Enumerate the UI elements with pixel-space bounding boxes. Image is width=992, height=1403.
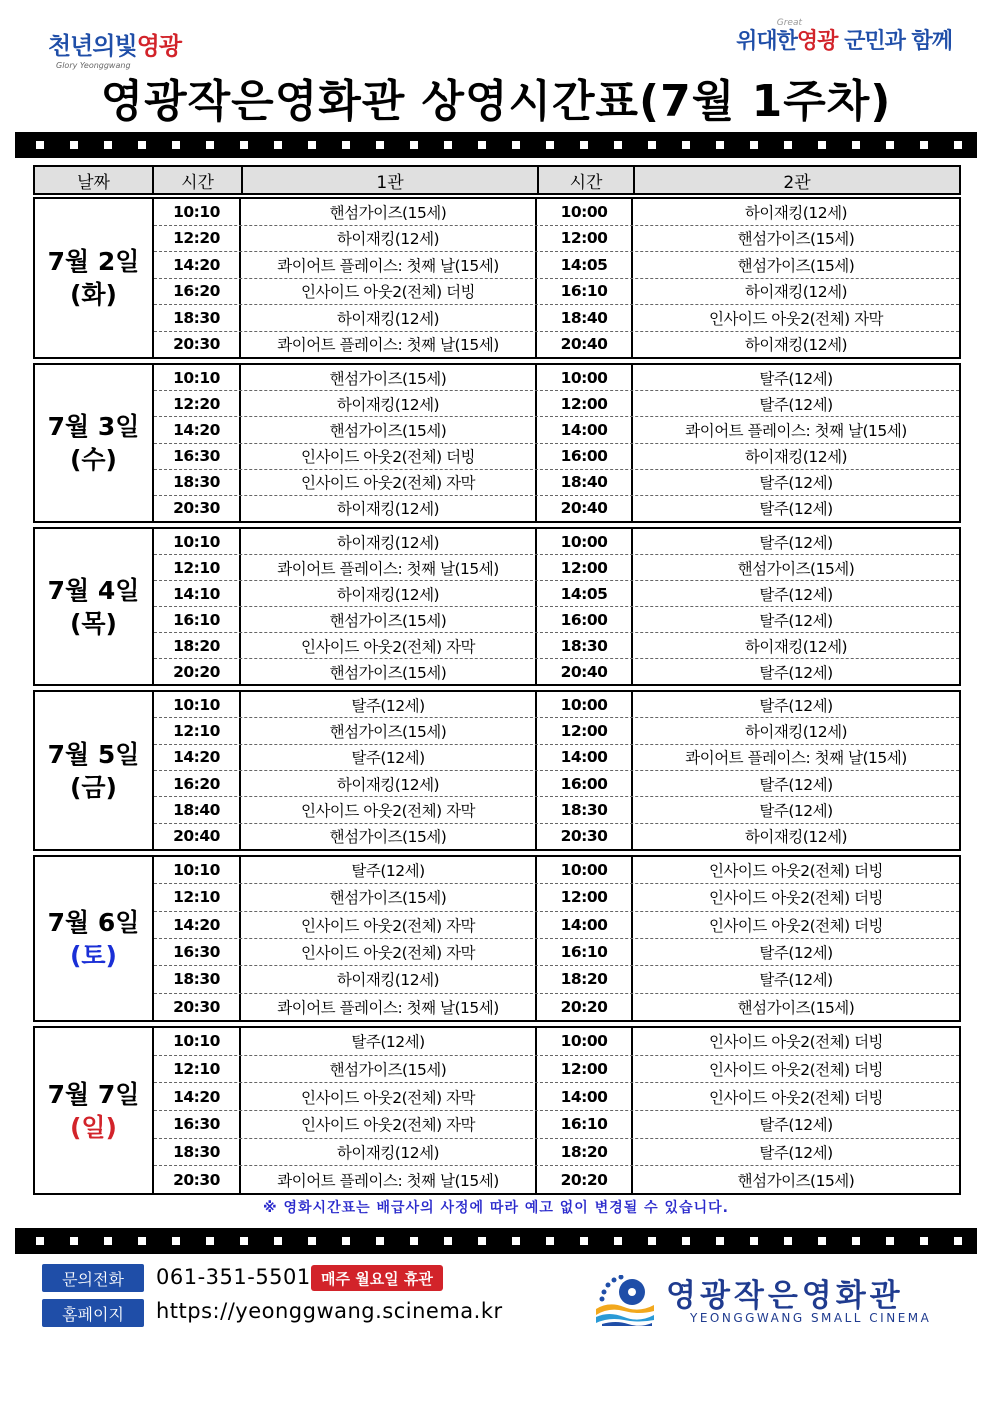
hall2-time: 16:10: [537, 279, 633, 305]
hall2-time: 16:00: [537, 771, 633, 796]
hall2-movie: 핸섬가이즈(15세): [737, 1171, 855, 1190]
hall1-time: 12:10: [154, 1056, 241, 1083]
day-date-cell: [35, 365, 154, 521]
hall1-time: 20:30: [154, 496, 241, 521]
hall1-time: 12:20: [154, 226, 241, 252]
showtime-row: [154, 470, 959, 496]
hall2-movie: 콰이어트 플레이스: 첫째 날(15세): [685, 749, 907, 768]
showtime-row: [154, 633, 959, 659]
hall2-time: 18:40: [537, 305, 633, 331]
day-weekday: (금): [69, 772, 117, 802]
hall1-movie: 핸섬가이즈(15세): [241, 824, 537, 849]
day-date: 7월 5일: [47, 739, 140, 769]
hall2-time: 10:00: [537, 365, 633, 390]
hall2-movie: 하이재킹(12세): [744, 283, 848, 302]
header-hall2: 2관: [783, 172, 811, 193]
hall1-movie: 탈주(12세): [241, 692, 537, 717]
hall2-movie: 탈주(12세): [759, 533, 833, 552]
hall1-time: 20:30: [154, 1166, 241, 1193]
homepage-link[interactable]: https://yeonggwang.scinema.kr: [156, 1299, 503, 1323]
hall1-time: 14:20: [154, 912, 241, 938]
county-slogan-logo-right: [736, 18, 952, 55]
hall2-movie: 인사이드 아웃2(전체) 더빙: [708, 1061, 884, 1079]
phone-number[interactable]: 061-351-5501: [156, 1265, 311, 1289]
hall2-movie: 탈주(12세): [759, 944, 833, 963]
hall2-movie: 탈주(12세): [759, 500, 833, 519]
showtime-row: [154, 529, 959, 555]
day-weekday: (목): [69, 608, 117, 638]
day-weekday: (수): [69, 445, 117, 474]
day-date-cell: [35, 1028, 154, 1193]
showtime-row: [154, 1166, 959, 1193]
showtime-row: [154, 659, 959, 684]
hall1-time: 16:30: [154, 939, 241, 965]
hall1-movie: 인사이드 아웃2(전체) 더빙: [241, 279, 537, 305]
showtime-row: [154, 1083, 959, 1111]
showtime-row: [154, 884, 959, 911]
hall1-time: 18:30: [154, 1139, 241, 1166]
hall1-movie: 핸섬가이즈(15세): [241, 884, 537, 910]
showtime-row: [154, 555, 959, 581]
hall1-time: 14:20: [154, 252, 241, 278]
hall1-time: 16:20: [154, 771, 241, 796]
header-time-hall2: 시간: [539, 167, 635, 193]
hall1-time: 10:10: [154, 199, 241, 225]
hall2-time: 18:40: [537, 470, 633, 495]
hall2-movie: 하이재킹(12세): [744, 448, 848, 467]
hall1-movie: 인사이드 아웃2(전체) 더빙: [241, 444, 537, 469]
header-time-hall1: 시간: [154, 167, 243, 193]
hall1-time: 14:20: [154, 417, 241, 442]
hall2-movie: 인사이드 아웃2(전체) 더빙: [708, 1088, 884, 1107]
schedule-header-row: [33, 165, 961, 195]
hall2-time: 16:10: [537, 939, 633, 965]
day-date-cell: [35, 857, 154, 1020]
hall1-movie: 하이재킹(12세): [241, 226, 537, 252]
hall2-time: 20:40: [537, 496, 633, 521]
cinema-brand-name: 영광작은영화관: [666, 1278, 904, 1314]
logo-left-subtext: Glory Yeonggwang: [56, 61, 131, 70]
logo-right-text: 위대한: [736, 28, 797, 54]
showtime-row: [154, 994, 959, 1020]
hall1-movie: 핸섬가이즈(15세): [241, 199, 537, 225]
hall1-movie: 콰이어트 플레이스: 첫째 날(15세): [241, 994, 537, 1020]
hall2-time: 10:00: [537, 529, 633, 554]
showtime-row: [154, 391, 959, 417]
hall2-movie: 탈주(12세): [759, 395, 833, 414]
hall1-time: 18:30: [154, 966, 241, 992]
hall1-movie: 인사이드 아웃2(전체) 자막: [241, 797, 537, 822]
hall1-movie: 핸섬가이즈(15세): [241, 365, 537, 390]
hall2-movie: 하이재킹(12세): [744, 722, 848, 741]
hall2-time: 18:30: [537, 633, 633, 658]
hall1-time: 14:20: [154, 745, 241, 770]
hall2-movie: 핸섬가이즈(15세): [737, 998, 855, 1017]
hall2-movie: 하이재킹(12세): [744, 203, 848, 222]
hall2-time: 12:00: [537, 1056, 633, 1083]
hall2-movie: 인사이드 아웃2(전체) 더빙: [708, 889, 884, 908]
hall1-movie: 핸섬가이즈(15세): [241, 659, 537, 684]
hall1-movie: 인사이드 아웃2(전체) 자막: [241, 939, 537, 965]
showtime-row: [154, 1056, 959, 1084]
hall2-movie: 핸섬가이즈(15세): [737, 230, 855, 249]
hall1-time: 16:30: [154, 1111, 241, 1138]
hall2-movie: 핸섬가이즈(15세): [737, 256, 855, 275]
hall1-time: 12:10: [154, 884, 241, 910]
hall2-movie: 탈주(12세): [759, 663, 833, 682]
page-title: 영광작은영화관 상영시간표(7월 1주차): [100, 76, 892, 127]
day-date: 7월 6일: [47, 907, 140, 937]
sun-wave-logo-icon: [594, 1275, 656, 1327]
showtime-row: [154, 718, 959, 744]
hall2-movie: 콰이어트 플레이스: 첫째 날(15세): [685, 421, 907, 440]
showtime-row: [154, 444, 959, 470]
showtime-row: [154, 305, 959, 332]
hall1-time: 16:20: [154, 279, 241, 305]
day-date: 7월 3일: [47, 412, 140, 441]
showtime-row: [154, 417, 959, 443]
day-date-cell: [35, 692, 154, 849]
day-date-cell: [35, 199, 154, 357]
hall1-movie: 핸섬가이즈(15세): [241, 417, 537, 442]
hall2-movie: 인사이드 아웃2(전체) 더빙: [708, 862, 884, 881]
hall2-time: 14:05: [537, 252, 633, 278]
hall1-time: 16:30: [154, 444, 241, 469]
hall1-time: 18:40: [154, 797, 241, 822]
day-block: [33, 1026, 961, 1195]
hall2-time: 10:00: [537, 1028, 633, 1055]
hall2-time: 16:00: [537, 607, 633, 632]
day-date: 7월 7일: [47, 1079, 140, 1109]
hall1-time: 18:20: [154, 633, 241, 658]
hall1-movie: 인사이드 아웃2(전체) 자막: [241, 633, 537, 658]
hall2-movie: 하이재킹(12세): [744, 637, 848, 656]
logo-left-text-red: 영광: [136, 31, 182, 60]
showtime-row: [154, 857, 959, 884]
hall2-movie: 탈주(12세): [759, 585, 833, 604]
hall1-movie: 인사이드 아웃2(전체) 자막: [241, 1083, 537, 1110]
day-weekday: (일): [69, 1112, 117, 1142]
hall1-movie: 하이재킹(12세): [241, 771, 537, 796]
hall1-movie: 탈주(12세): [241, 745, 537, 770]
hall2-time: 20:20: [537, 994, 633, 1020]
hall1-time: 20:30: [154, 332, 241, 358]
hall2-movie: 핸섬가이즈(15세): [737, 559, 855, 578]
hall2-time: 20:30: [537, 824, 633, 849]
hall2-time: 18:20: [537, 1139, 633, 1166]
hall1-movie: 인사이드 아웃2(전체) 자막: [241, 1111, 537, 1138]
hall2-time: 14:00: [537, 1083, 633, 1110]
showtime-row: [154, 252, 959, 279]
hall1-movie: 탈주(12세): [241, 1028, 537, 1055]
hall1-movie: 하이재킹(12세): [241, 1139, 537, 1166]
hall1-time: 12:10: [154, 718, 241, 743]
hall1-time: 10:10: [154, 529, 241, 554]
hall2-time: 14:00: [537, 912, 633, 938]
showtime-row: [154, 771, 959, 797]
hall2-time: 10:00: [537, 692, 633, 717]
hall1-time: 18:30: [154, 305, 241, 331]
hall2-movie: 탈주(12세): [759, 801, 833, 820]
hall1-time: 20:40: [154, 824, 241, 849]
hall2-time: 12:00: [537, 555, 633, 580]
hall2-movie: 탈주(12세): [759, 474, 833, 493]
hall1-time: 10:10: [154, 692, 241, 717]
day-date: 7월 4일: [47, 575, 140, 605]
day-date: 7월 2일: [47, 247, 140, 276]
hall2-time: 18:20: [537, 966, 633, 992]
hall2-time: 14:00: [537, 417, 633, 442]
hall2-movie: 인사이드 아웃2(전체) 더빙: [708, 1033, 884, 1052]
hall1-time: 12:10: [154, 555, 241, 580]
schedule-change-notice: ※ 영화시간표는 배급사의 사정에 따라 예고 없이 변경될 수 있습니다.: [263, 1200, 729, 1216]
logo-right-great: Great: [776, 18, 802, 28]
hall1-movie: 하이재킹(12세): [241, 391, 537, 416]
showtime-row: [154, 939, 959, 966]
showtime-row: [154, 1111, 959, 1139]
header-date: 날짜: [35, 167, 154, 193]
hall1-movie: 핸섬가이즈(15세): [241, 1056, 537, 1083]
hall1-movie: 콰이어트 플레이스: 첫째 날(15세): [241, 1166, 537, 1193]
hall2-movie: 인사이드 아웃2(전체) 더빙: [708, 916, 884, 935]
hall1-movie: 하이재킹(12세): [241, 581, 537, 606]
showtime-row: [154, 199, 959, 226]
hall1-movie: 탈주(12세): [241, 857, 537, 883]
day-block: [33, 527, 961, 686]
hall2-time: 18:30: [537, 797, 633, 822]
showtime-row: [154, 797, 959, 823]
hall2-time: 16:00: [537, 444, 633, 469]
hall2-time: 12:00: [537, 884, 633, 910]
showtime-row: [154, 279, 959, 306]
hall2-time: 20:40: [537, 659, 633, 684]
hall1-time: 10:10: [154, 365, 241, 390]
day-block: [33, 690, 961, 851]
showtime-row: [154, 1028, 959, 1056]
hall2-movie: 인사이드 아웃2(전체) 자막: [708, 309, 884, 328]
showtime-row: [154, 365, 959, 391]
day-block: [33, 363, 961, 523]
hall1-time: 20:20: [154, 659, 241, 684]
hall2-time: 10:00: [537, 857, 633, 883]
hall1-movie: 콰이어트 플레이스: 첫째 날(15세): [241, 332, 537, 358]
hall1-time: 12:20: [154, 391, 241, 416]
showtime-row: [154, 745, 959, 771]
hall1-time: 16:10: [154, 607, 241, 632]
hall2-time: 12:00: [537, 718, 633, 743]
hall1-time: 10:10: [154, 1028, 241, 1055]
day-block: [33, 197, 961, 359]
closed-day-badge: 매주 월요일 휴관: [311, 1265, 443, 1291]
hall2-movie: 탈주(12세): [759, 611, 833, 630]
logo-right-text-red: 영광: [796, 28, 838, 54]
showtime-row: [154, 824, 959, 849]
hall2-time: 16:10: [537, 1111, 633, 1138]
showtime-row: [154, 966, 959, 993]
day-weekday: (화): [69, 280, 117, 309]
hall1-movie: 하이재킹(12세): [241, 305, 537, 331]
day-date-cell: [35, 529, 154, 684]
hall2-time: 20:20: [537, 1166, 633, 1193]
hall1-time: 10:10: [154, 857, 241, 883]
showtime-row: [154, 1139, 959, 1167]
hall2-movie: 탈주(12세): [759, 971, 833, 990]
day-block: [33, 855, 961, 1022]
hall1-movie: 하이재킹(12세): [241, 496, 537, 521]
logo-right-tail: 군민과 함께: [844, 28, 952, 54]
hall1-movie: 하이재킹(12세): [241, 966, 537, 992]
showtime-row: [154, 581, 959, 607]
film-strip-divider-bottom: [15, 1228, 977, 1254]
hall2-movie: 탈주(12세): [759, 1116, 833, 1135]
hall2-time: 20:40: [537, 332, 633, 358]
hall2-movie: 탈주(12세): [759, 1144, 833, 1163]
day-weekday: (토): [69, 940, 117, 970]
homepage-label-badge: 홈페이지: [42, 1299, 144, 1327]
hall2-movie: 탈주(12세): [759, 369, 833, 388]
showtime-row: [154, 912, 959, 939]
hall1-movie: 콰이어트 플레이스: 첫째 날(15세): [241, 252, 537, 278]
hall1-time: 14:20: [154, 1083, 241, 1110]
showtime-row: [154, 607, 959, 633]
county-slogan-logo-left: [48, 26, 198, 70]
hall2-time: 14:05: [537, 581, 633, 606]
header-hall1: 1관: [243, 167, 539, 193]
hall1-time: 14:10: [154, 581, 241, 606]
hall1-time: 20:30: [154, 994, 241, 1020]
hall1-movie: 인사이드 아웃2(전체) 자막: [241, 912, 537, 938]
hall2-time: 14:00: [537, 745, 633, 770]
hall2-time: 10:00: [537, 199, 633, 225]
hall2-movie: 하이재킹(12세): [744, 828, 848, 847]
logo-left-text: 천년의빛: [48, 31, 137, 60]
hall2-movie: 하이재킹(12세): [744, 336, 848, 355]
film-strip-divider-top: [15, 132, 977, 158]
hall2-movie: 탈주(12세): [759, 696, 833, 715]
showtime-row: [154, 496, 959, 521]
hall2-movie: 탈주(12세): [759, 775, 833, 794]
hall1-movie: 하이재킹(12세): [241, 529, 537, 554]
hall1-movie: 콰이어트 플레이스: 첫째 날(15세): [241, 555, 537, 580]
showtime-row: [154, 332, 959, 358]
hall1-movie: 인사이드 아웃2(전체) 자막: [241, 470, 537, 495]
phone-label-badge: 문의전화: [42, 1264, 144, 1292]
showtime-row: [154, 226, 959, 253]
hall1-movie: 핸섬가이즈(15세): [241, 718, 537, 743]
hall1-movie: 핸섬가이즈(15세): [241, 607, 537, 632]
hall2-time: 12:00: [537, 391, 633, 416]
cinema-brand-subtitle: YEONGGWANG SMALL CINEMA: [690, 1311, 932, 1325]
hall2-time: 12:00: [537, 226, 633, 252]
hall1-time: 18:30: [154, 470, 241, 495]
showtime-row: [154, 692, 959, 718]
